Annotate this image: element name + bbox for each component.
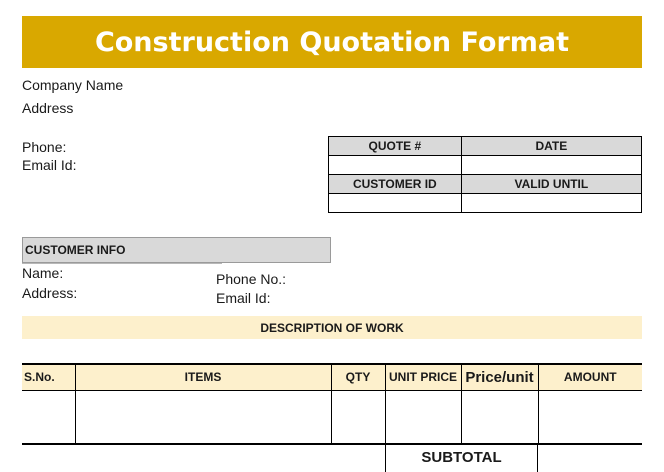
col-header-unit-price: UNIT PRICE <box>385 364 461 390</box>
company-email-label: Email Id: <box>22 157 77 173</box>
company-address-label: Address <box>22 100 74 116</box>
document-title: Construction Quotation Format <box>94 26 570 58</box>
unit-price-cell[interactable] <box>385 390 461 444</box>
customer-address-label: Address: <box>22 285 78 301</box>
date-cell[interactable] <box>461 156 641 175</box>
qty-cell[interactable] <box>331 390 385 444</box>
sno-cell[interactable] <box>22 390 75 444</box>
customer-id-header: CUSTOMER ID <box>329 175 462 194</box>
col-header-amount: AMOUNT <box>538 364 642 390</box>
col-header-items: ITEMS <box>75 364 331 390</box>
quote-number-header: QUOTE # <box>329 137 462 156</box>
subtotal-divider <box>22 443 642 444</box>
date-header: DATE <box>461 137 641 156</box>
document-title-banner <box>22 16 642 68</box>
customer-id-cell[interactable] <box>329 194 462 213</box>
description-of-work-label: DESCRIPTION OF WORK <box>260 320 404 335</box>
items-cell[interactable] <box>75 390 331 444</box>
valid-until-cell[interactable] <box>461 194 641 213</box>
customer-email-label: Email Id: <box>216 290 271 306</box>
customer-phone-label: Phone No.: <box>216 271 287 287</box>
table-row <box>22 390 642 444</box>
customer-name-label: Name: <box>22 265 64 281</box>
col-header-qty: QTY <box>331 364 385 390</box>
price-per-unit-cell[interactable] <box>461 390 538 444</box>
subtotal-label: SUBTOTAL <box>385 443 538 472</box>
customer-info-heading: CUSTOMER INFO <box>22 237 331 263</box>
items-table <box>22 363 642 445</box>
valid-until-header: VALID UNTIL <box>461 175 641 194</box>
customer-info-underline <box>22 263 222 264</box>
quote-number-cell[interactable] <box>329 156 462 175</box>
col-header-price-per-unit: Price/unit <box>461 364 538 390</box>
description-of-work-heading <box>22 316 642 339</box>
col-header-sno: S.No. <box>22 364 75 390</box>
company-phone-label: Phone: <box>22 139 67 155</box>
company-name-label: Company Name <box>22 77 124 93</box>
amount-cell[interactable] <box>538 390 642 444</box>
quote-info-table <box>328 136 642 213</box>
